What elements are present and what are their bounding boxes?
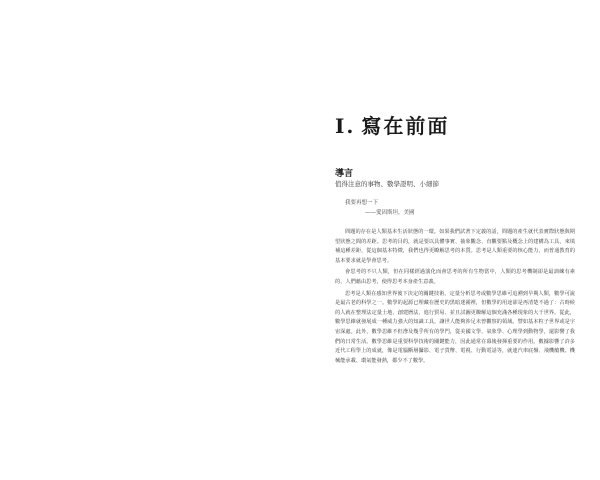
chapter-title-text: 寫在前面 — [361, 114, 450, 138]
paragraph: 會思考的不只人類，但在同樣經過演化而會思考的所有生物當中，人類的思考機制卻是最訓練有素的，人們藉由思考，使得思考本身產生意義。 — [335, 269, 575, 285]
epigraph — [345, 198, 415, 218]
epigraph-attribution: ——愛因斯坦，美國 — [365, 210, 415, 216]
chapter-number: I. — [335, 114, 356, 138]
intro-heading: 導言 — [335, 169, 354, 179]
chapter-title — [335, 110, 449, 139]
paragraph: 問題的存在是人類基本生活狀態的一環。如果我們試著下定義的話，問題的產生就代表實際狀態與期望狀態之間的差距。思考的目的，就是要以具體事實、抽象觀念、直觀要點及概念上的建構為工具，來填補這種差距，從這個基本特徵，我們也得更瞭解思考的本質。思考是人類重要的核心能力，而普通教育的基本要求就是學會思考。 — [335, 229, 575, 264]
paragraph: 思考是人類在感知世界後下決定的關鍵技術。定量分析思考或數學思維可追溯到早期人類，數學可說是最古老的科學之一。數學的起源已埋藏在歷史的黑暗迷霧裡，但數學的用途卻是再清楚不過了：古時候的人就在整理法定量土地、創建曆法、進行貿易、並且試圖更瞭解這個充滿各種現象的大千世界。從此，數學思維就發展成一種威力強大的知識工具，讓世人能夠涉足未曾觀察的領域。譬如基本粒子世界或是宇宙深處。此外，數學思維不但滲及幾乎所有的學門，從美國文學、氣象學、心理學到動物學，還影響了我們的日常生活。數學思維是重要科學技術的關鍵能力，因此通常在幕後發揮重要的作用。數據影響了許多近代工程學上的成就，像是電腦斷層攝影、電子貨幣、電視、行動電話等，就連汽車底盤、飛機艙機、機械能承載、環氣能發熱，都少不了數學。 — [335, 290, 575, 364]
body-text — [335, 228, 575, 368]
epigraph-quote: 我要再想一下 — [345, 200, 379, 206]
intro-subtitle: 值得注意的事物、數學證明、小細節 — [335, 180, 439, 188]
